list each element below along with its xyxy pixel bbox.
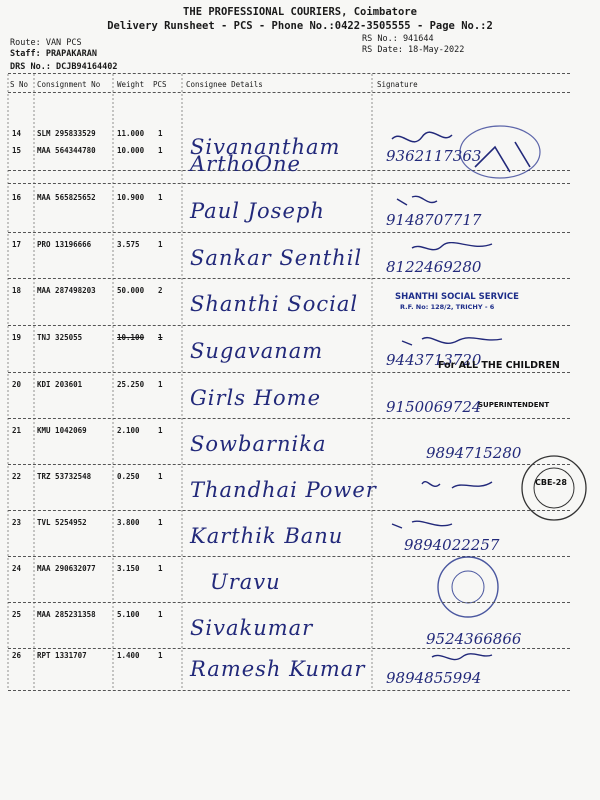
drs-number: DRS No.: DCJB94164402 bbox=[10, 62, 118, 72]
row-weight: 50.000 bbox=[117, 286, 145, 295]
row-pcs: 1 bbox=[158, 610, 163, 619]
row-divider bbox=[8, 183, 570, 184]
row-pcs: 1 bbox=[158, 518, 163, 527]
signature-phone: 9362117363 bbox=[386, 147, 482, 165]
row-weight: 2.100 bbox=[117, 426, 140, 435]
row-weight: 10.000 bbox=[117, 146, 145, 155]
row-pcs: 1 bbox=[158, 426, 163, 435]
row-divider bbox=[8, 464, 570, 465]
col-sno: S No bbox=[10, 80, 29, 89]
row-consignment-no: MAA 564344780 bbox=[37, 146, 96, 155]
row-pcs: 1 bbox=[158, 146, 163, 155]
arthoone-seal bbox=[455, 122, 545, 182]
row-consignment-no: TRZ 53732548 bbox=[37, 472, 92, 481]
consignee-name: Sankar Senthil bbox=[190, 246, 363, 270]
consignee-name: Sivakumar bbox=[190, 616, 314, 640]
route-label: Route: VAN PCS bbox=[10, 38, 82, 48]
row-pcs: 1 bbox=[158, 333, 163, 342]
shanthi-stamp-address: R.F. No: 128/2, TRICHY - 6 bbox=[400, 303, 495, 311]
row-sno: 15 bbox=[12, 146, 22, 155]
row-sno: 19 bbox=[12, 333, 22, 342]
row-pcs: 1 bbox=[158, 651, 163, 660]
signature-phone: 9894022257 bbox=[404, 536, 500, 554]
consignee-name: Paul Joseph bbox=[190, 199, 325, 223]
row-divider bbox=[8, 418, 570, 419]
row-sno: 20 bbox=[12, 380, 22, 389]
row-divider bbox=[8, 602, 570, 603]
consignee-name: Sivanantham bbox=[190, 135, 341, 159]
row-divider bbox=[8, 325, 570, 326]
table-row bbox=[0, 280, 600, 328]
col-consignee: Consignee Details bbox=[186, 80, 263, 89]
signature-box bbox=[382, 242, 572, 280]
row-sno: 22 bbox=[12, 472, 22, 481]
row-weight: 0.250 bbox=[117, 472, 140, 481]
row-weight: 1.400 bbox=[117, 651, 140, 660]
row-pcs: 1 bbox=[158, 472, 163, 481]
rs-date: RS Date: 18-May-2022 bbox=[362, 45, 465, 55]
table-row bbox=[0, 420, 600, 468]
row-weight: 10.900 bbox=[117, 193, 145, 202]
row-weight: 10.100 bbox=[117, 333, 145, 342]
row-sno: 26 bbox=[12, 651, 22, 660]
signature-phone: 9894715280 bbox=[426, 444, 522, 462]
signature-phone: 9524366866 bbox=[426, 630, 522, 648]
superintendent-stamp: SUPERINTENDENT bbox=[478, 401, 550, 409]
row-consignment-no: MAA 565825652 bbox=[37, 193, 96, 202]
consignee-name: Sugavanam bbox=[190, 339, 324, 363]
row-sno: 14 bbox=[12, 129, 22, 138]
shanthi-stamp-title: SHANTHI SOCIAL SERVICE bbox=[395, 292, 519, 302]
row-pcs: 1 bbox=[158, 193, 163, 202]
row-consignment-no: SLM 295833529 bbox=[37, 129, 96, 138]
consignee-name: Shanthi Social bbox=[190, 292, 359, 316]
row-consignment-no: PRO 13196666 bbox=[37, 240, 92, 249]
col-weight: Weight bbox=[117, 80, 145, 89]
consignee-name: Sowbarnika bbox=[190, 432, 327, 456]
row-sno: 24 bbox=[12, 564, 22, 573]
consignee-name: ArthoOne bbox=[190, 152, 301, 176]
row-weight: 5.100 bbox=[117, 610, 140, 619]
table-row bbox=[0, 645, 600, 693]
row-divider bbox=[8, 278, 570, 279]
table-row bbox=[0, 374, 600, 422]
row-pcs: 1 bbox=[158, 564, 163, 573]
children-stamp: For ALL THE CHILDREN bbox=[438, 360, 560, 371]
table-row bbox=[0, 187, 600, 235]
company-name: THE PROFESSIONAL COURIERS, Coimbatore bbox=[183, 6, 417, 18]
row-weight: 11.000 bbox=[117, 129, 145, 138]
row-divider bbox=[8, 372, 570, 373]
consignee-name: Ramesh Kumar bbox=[190, 657, 366, 681]
row-weight: 25.250 bbox=[117, 380, 145, 389]
row-consignment-no: KMU 1042069 bbox=[37, 426, 87, 435]
consignee-name: Uravu bbox=[210, 570, 281, 594]
row-pcs: 1 bbox=[158, 129, 163, 138]
table-row bbox=[0, 466, 600, 514]
row-consignment-no: TNJ 325055 bbox=[37, 333, 83, 342]
row-divider bbox=[8, 510, 570, 511]
rs-number: RS No.: 941644 bbox=[362, 34, 434, 44]
signature-phone: 9150069724 bbox=[386, 398, 482, 416]
consignee-name: Karthik Banu bbox=[190, 524, 344, 548]
signature-phone: 9148707717 bbox=[386, 211, 482, 229]
staff-label: Staff: PRAPAKARAN bbox=[10, 49, 97, 59]
runsheet-title: Delivery Runsheet - PCS - Phone No.:0422-3505555 - Page No.:2 bbox=[107, 20, 493, 32]
row-consignment-no: MAA 285231358 bbox=[37, 610, 96, 619]
row-pcs: 1 bbox=[158, 380, 163, 389]
col-signature: Signature bbox=[377, 80, 418, 89]
signature-phone: 9443713720 bbox=[386, 351, 482, 369]
row-sno: 21 bbox=[12, 426, 22, 435]
consignee-name: Thandhai Power bbox=[190, 478, 377, 502]
table-row bbox=[0, 558, 600, 606]
signature-box bbox=[382, 653, 572, 691]
row-sno: 16 bbox=[12, 193, 22, 202]
table-row bbox=[0, 512, 600, 560]
row-divider bbox=[8, 232, 570, 233]
row-weight: 3.800 bbox=[117, 518, 140, 527]
row-sno: 17 bbox=[12, 240, 22, 249]
row-weight: 3.575 bbox=[117, 240, 140, 249]
col-pcs: PCS bbox=[153, 80, 167, 89]
row-consignment-no: RPT 1331707 bbox=[37, 651, 87, 660]
row-consignment-no: TVL 5254952 bbox=[37, 518, 87, 527]
consignee-name: Girls Home bbox=[190, 386, 321, 410]
row-weight: 3.150 bbox=[117, 564, 140, 573]
row-sno: 25 bbox=[12, 610, 22, 619]
row-sno: 23 bbox=[12, 518, 22, 527]
table-row bbox=[0, 234, 600, 282]
row-consignment-no: MAA 290632077 bbox=[37, 564, 96, 573]
row-divider bbox=[8, 690, 570, 691]
row-consignment-no: MAA 287498203 bbox=[37, 286, 96, 295]
signature-phone: 8122469280 bbox=[386, 258, 482, 276]
col-consignment: Consignment No bbox=[37, 80, 101, 89]
signature-phone: 9894855994 bbox=[386, 669, 482, 687]
row-pcs: 1 bbox=[158, 240, 163, 249]
row-sno: 18 bbox=[12, 286, 22, 295]
row-pcs: 2 bbox=[158, 286, 163, 295]
signature-box bbox=[382, 195, 572, 233]
cbe-seal-text: CBE-28 bbox=[535, 478, 567, 487]
row-consignment-no: KDI 203601 bbox=[37, 380, 83, 389]
